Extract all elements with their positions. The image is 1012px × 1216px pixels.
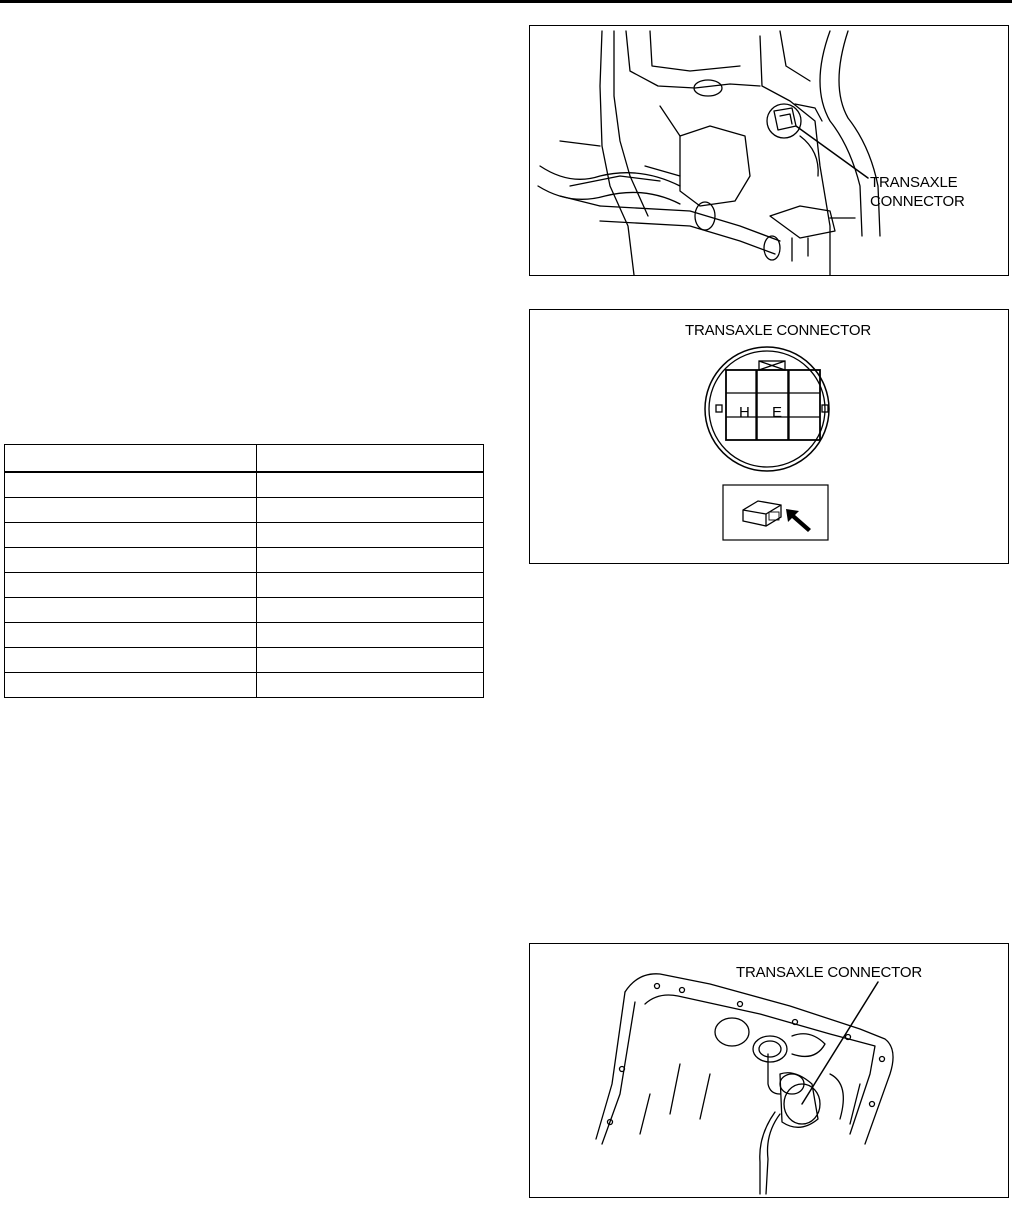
specification-table (4, 444, 484, 698)
table-cell (257, 673, 484, 698)
table-cell (5, 472, 257, 498)
connector-location-illustration (530, 26, 1008, 275)
table-cell (257, 548, 484, 573)
table-row (5, 472, 484, 498)
figure-connector-location (529, 25, 1009, 276)
table-cell (257, 523, 484, 548)
oil-pan-connector-callout: TRANSAXLE CONNECTOR (736, 964, 922, 981)
table-row (5, 673, 484, 698)
pin-label-e: E (772, 404, 783, 421)
table-row (5, 498, 484, 523)
table-cell (5, 573, 257, 598)
pin-label-h: H (739, 404, 750, 421)
table-cell (257, 598, 484, 623)
table-cell (257, 623, 484, 648)
connector-face-diagram (530, 310, 1008, 563)
connector-callout-line2: CONNECTOR (870, 193, 965, 210)
table-cell (5, 623, 257, 648)
table-row (5, 548, 484, 573)
table-cell (5, 673, 257, 698)
table-cell (257, 648, 484, 673)
table-header-row (5, 445, 484, 473)
table-row (5, 598, 484, 623)
table-header-cell (257, 445, 484, 473)
table-cell (5, 648, 257, 673)
connector-callout-line1: TRANSAXLE (870, 174, 958, 191)
table-cell (257, 472, 484, 498)
figure-connector-face (529, 309, 1009, 564)
table-cell (5, 498, 257, 523)
connector-face-title: TRANSAXLE CONNECTOR (685, 322, 871, 339)
table-row (5, 573, 484, 598)
table-cell (5, 523, 257, 548)
top-rule (0, 0, 1012, 3)
table-row (5, 623, 484, 648)
figure-connector-oil-pan (529, 943, 1009, 1198)
table-row (5, 523, 484, 548)
table-cell (257, 498, 484, 523)
table-cell (257, 573, 484, 598)
table-row (5, 648, 484, 673)
table-cell (5, 598, 257, 623)
table-cell (5, 548, 257, 573)
table-header-cell (5, 445, 257, 473)
